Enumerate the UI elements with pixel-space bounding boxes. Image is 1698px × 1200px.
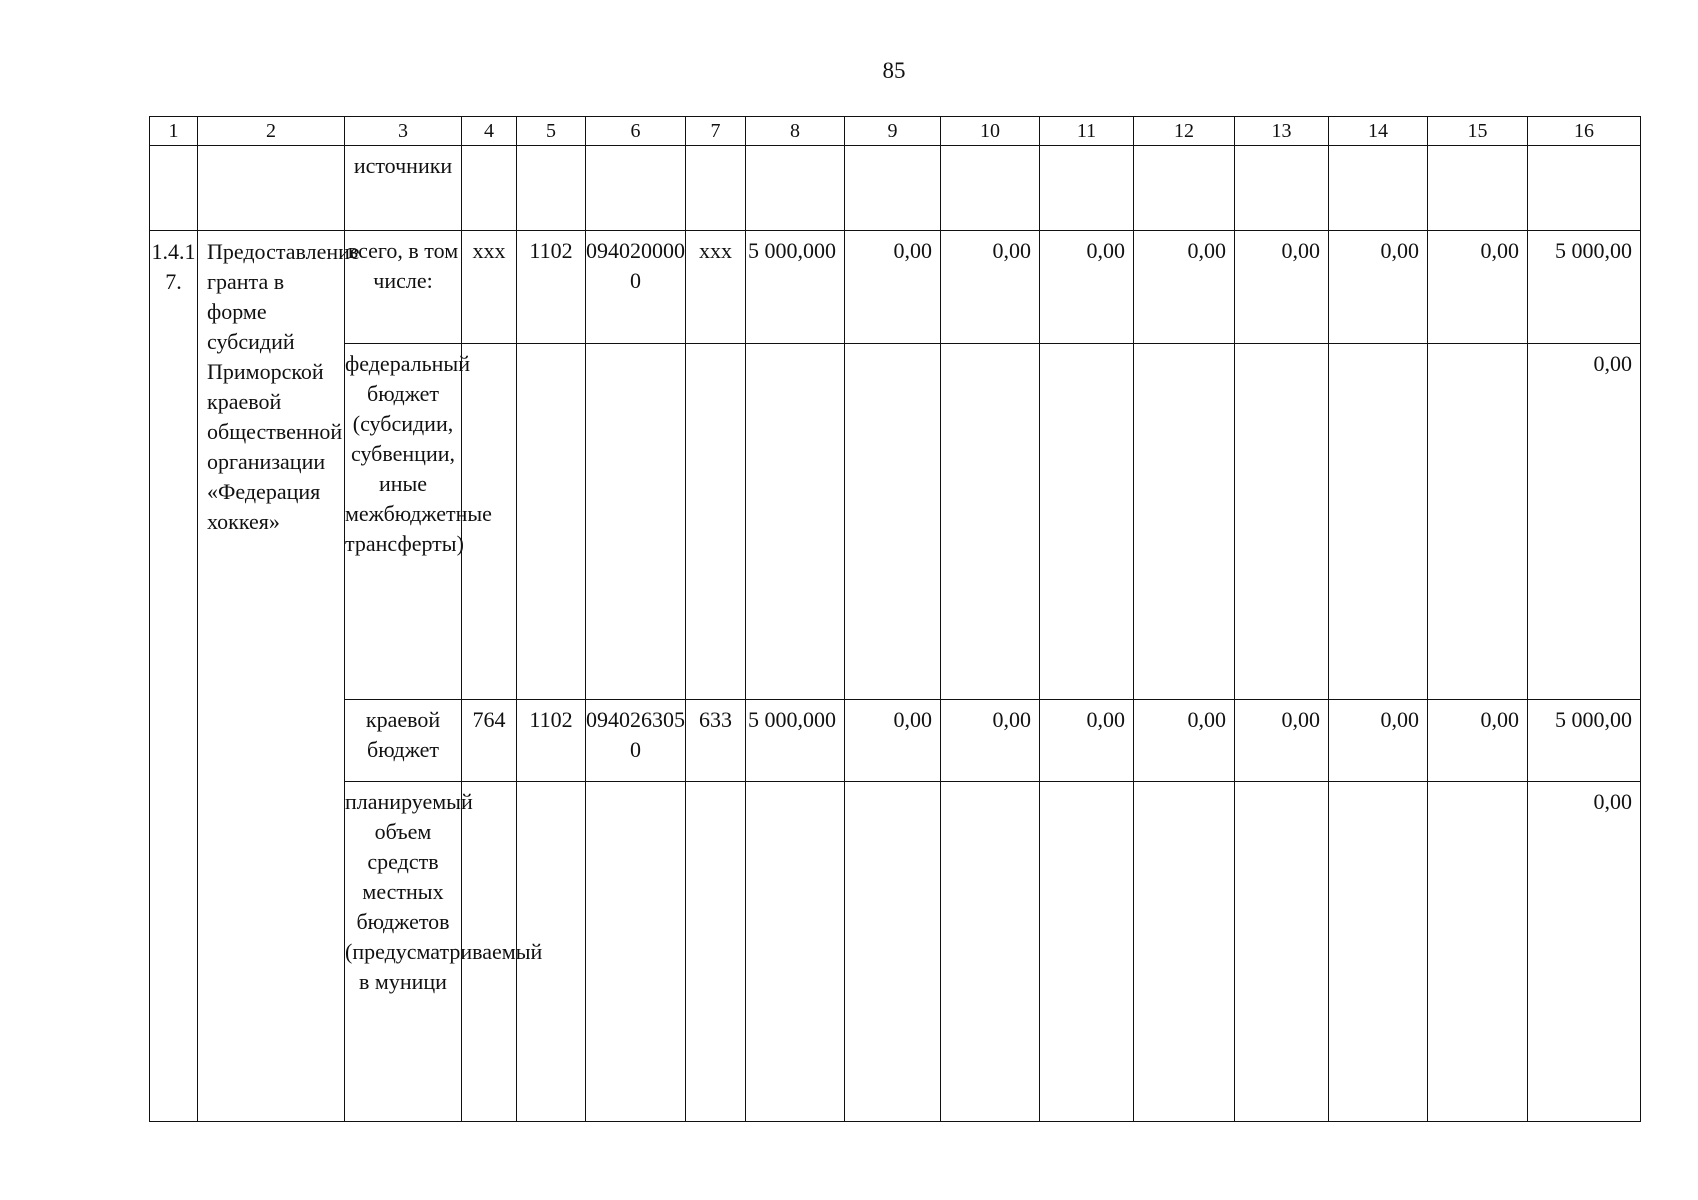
table-row-federal [150, 344, 1641, 700]
cell-c4: 764 [462, 700, 517, 782]
cell-empty [517, 146, 586, 231]
cell-c16: 0,00 [1528, 782, 1641, 1122]
cell-c10: 0,00 [941, 231, 1040, 344]
column-header: 16 [1528, 117, 1641, 146]
cell-empty [845, 146, 941, 231]
table-row-local [150, 782, 1641, 1122]
column-header: 15 [1428, 117, 1528, 146]
regional-label: краевой бюджет [345, 700, 462, 782]
cell-empty [845, 344, 941, 700]
cell-empty [686, 344, 746, 700]
cell-empty [1428, 344, 1528, 700]
cell-c6: 0940263050 [586, 700, 686, 782]
cell-empty [586, 344, 686, 700]
cell-c16: 5 000,00 [1528, 700, 1641, 782]
column-header: 5 [517, 117, 586, 146]
cell-c6: 0940200000 [586, 231, 686, 344]
cell-c9: 0,00 [845, 231, 941, 344]
cell-empty [746, 344, 845, 700]
column-header: 3 [345, 117, 462, 146]
cell-empty [686, 782, 746, 1122]
cell-c14: 0,00 [1329, 231, 1428, 344]
cell-c13: 0,00 [1235, 700, 1329, 782]
item-number: 1.4.17. [150, 231, 198, 1122]
cell-empty [1134, 344, 1235, 700]
cell-empty [1134, 782, 1235, 1122]
column-header: 4 [462, 117, 517, 146]
cell-empty [746, 782, 845, 1122]
item-name: Предоставление гранта в форме субсидий Приморской краевой общественной организации «Федерация хоккея» [198, 231, 345, 1122]
cell-empty [686, 146, 746, 231]
column-header: 11 [1040, 117, 1134, 146]
column-header: 14 [1329, 117, 1428, 146]
cell-c16: 5 000,00 [1528, 231, 1641, 344]
cell-empty [198, 146, 345, 231]
total-label: всего, в том числе: [345, 231, 462, 344]
page-number: 85 [882, 58, 906, 83]
column-header: 1 [150, 117, 198, 146]
column-header: 6 [586, 117, 686, 146]
cell-c12: 0,00 [1134, 700, 1235, 782]
cell-c7: xxx [686, 231, 746, 344]
budget-table [149, 116, 1641, 1122]
cell-empty [941, 146, 1040, 231]
federal-label: федеральный бюджет (субсидии, субвенции, иные межбюджетные трансферты) [345, 344, 462, 700]
cell-empty [1235, 782, 1329, 1122]
cell-empty [1329, 146, 1428, 231]
cell-c11: 0,00 [1040, 700, 1134, 782]
column-header: 13 [1235, 117, 1329, 146]
column-number-row [150, 117, 1641, 146]
cell-c5: 1102 [517, 231, 586, 344]
cell-empty [845, 782, 941, 1122]
cell-empty [586, 782, 686, 1122]
column-header: 8 [746, 117, 845, 146]
cell-empty [462, 146, 517, 231]
cell-empty [1040, 344, 1134, 700]
table-row-total [150, 231, 1641, 344]
column-header: 10 [941, 117, 1040, 146]
column-header: 9 [845, 117, 941, 146]
cell-c15: 0,00 [1428, 231, 1528, 344]
cell-c13: 0,00 [1235, 231, 1329, 344]
cell-empty [746, 146, 845, 231]
cell-empty [1134, 146, 1235, 231]
cell-c8: 5 000,000 [746, 231, 845, 344]
local-label: планируемый объем средств местных бюджетов (предусматриваемый в муници [345, 782, 462, 1122]
cell-c8: 5 000,000 [746, 700, 845, 782]
cell-c14: 0,00 [1329, 700, 1428, 782]
cell-empty [1428, 782, 1528, 1122]
cell-c10: 0,00 [941, 700, 1040, 782]
cell-c12: 0,00 [1134, 231, 1235, 344]
cell-empty [150, 146, 198, 231]
cell-empty [1329, 344, 1428, 700]
cell-empty [1235, 146, 1329, 231]
cell-empty [1040, 146, 1134, 231]
cell-empty [1528, 146, 1641, 231]
cell-c11: 0,00 [1040, 231, 1134, 344]
cell-c7: 633 [686, 700, 746, 782]
cell-empty [517, 344, 586, 700]
cell-empty [1040, 782, 1134, 1122]
cell-c9: 0,00 [845, 700, 941, 782]
cell-empty [1428, 146, 1528, 231]
cell-c15: 0,00 [1428, 700, 1528, 782]
table-row-sources [150, 146, 1641, 231]
column-header: 7 [686, 117, 746, 146]
cell-c4: xxx [462, 231, 517, 344]
column-header: 12 [1134, 117, 1235, 146]
column-header: 2 [198, 117, 345, 146]
sources-label: источники [345, 146, 462, 231]
cell-c16: 0,00 [1528, 344, 1641, 700]
cell-empty [941, 344, 1040, 700]
cell-empty [1235, 344, 1329, 700]
cell-empty [586, 146, 686, 231]
cell-empty [1329, 782, 1428, 1122]
table-row-regional [150, 700, 1641, 782]
cell-c5: 1102 [517, 700, 586, 782]
cell-empty [941, 782, 1040, 1122]
